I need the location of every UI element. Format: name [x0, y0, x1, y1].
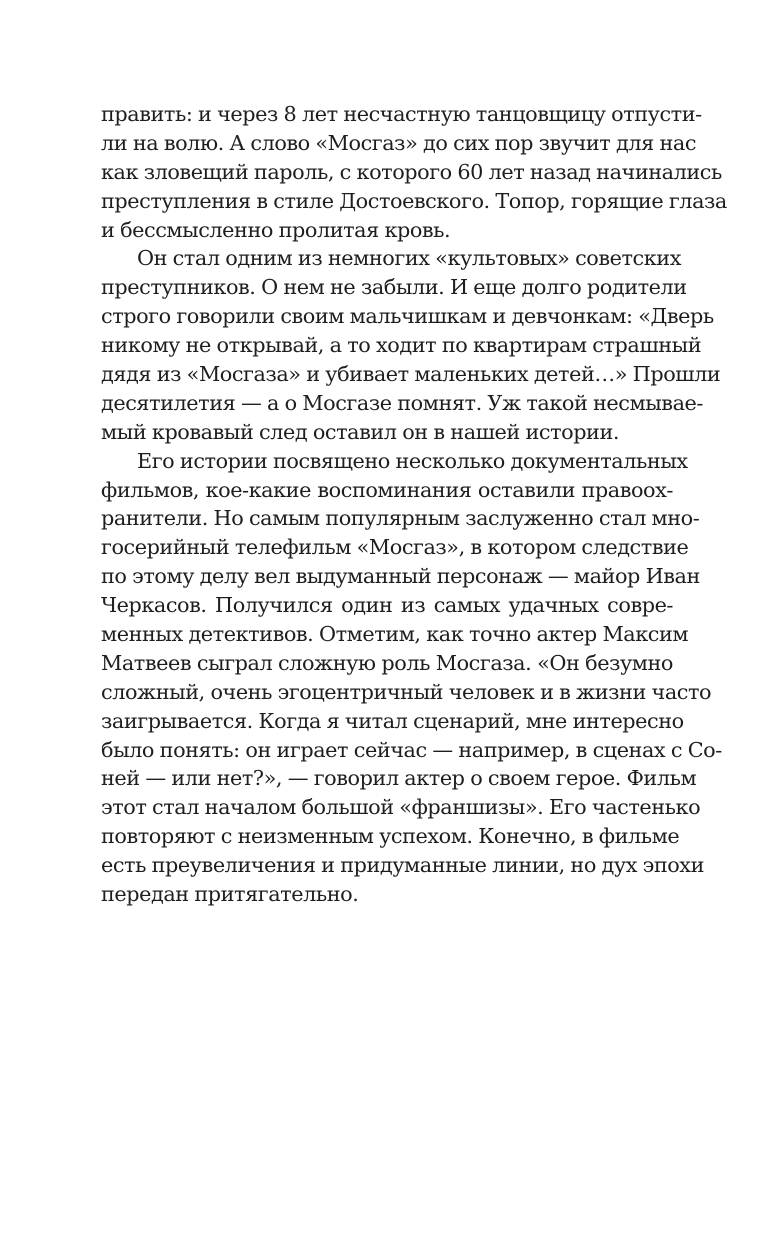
text-line: править: и через 8 лет несчастную танцовщицу отпусти- — [101, 102, 702, 126]
text-line: этот стал началом большой «франшизы». Его частенько — [101, 795, 701, 820]
text-line: ней — или нет?», — говорил актер о своем герое. Фильм — [101, 766, 697, 791]
text-line: мый кровавый след оставил он в нашей истории. — [101, 419, 620, 444]
text-line: строго говорили своим мальчишкам и девчонкам: «Дверь — [101, 304, 714, 329]
text-line: госерийный телефильм «Мосгаз», в котором следствие — [101, 535, 689, 560]
text-line: преступления в стиле Достоевского. Топор, горящие глаза — [101, 188, 727, 213]
text-line: сложный, очень эгоцентричный человек и в жизни часто — [101, 679, 712, 704]
text-line: передан притягательно. — [101, 882, 359, 907]
text-line: преступников. О нем не забыли. И еще долго родители — [101, 275, 687, 300]
text-line: фильмов, кое-какие воспоминания оставили правоох- — [101, 477, 673, 502]
text-line: Он стал одним из немногих «культовых» советских — [137, 246, 681, 271]
body-text — [101, 100, 727, 909]
text-line: по этому делу вел выдуманный персонаж — майор Иван — [101, 564, 700, 589]
text-line: повторяют с неизменным успехом. Конечно, в фильме — [101, 824, 680, 849]
text-line: дядя из «Мосгаза» и убивает маленьких детей…» Прошли — [101, 362, 721, 387]
text-line: заигрывается. Когда я читал сценарий, мне интересно — [101, 708, 684, 733]
text-line: как зловещий пароль, с которого 60 лет назад начинались — [101, 159, 722, 184]
text-line: ранители. Но самым популярным заслуженно стал мно- — [101, 506, 700, 531]
text-line: никому не открывай, а то ходит по квартирам страшный — [101, 333, 702, 358]
text-line: было понять: он играет сейчас — например, в сценах с Со- — [101, 737, 722, 762]
text-line: есть преувеличения и придуманные линии, но дух эпохи — [101, 853, 704, 878]
text-line: десятилетия — а о Мосгазе помнят. Уж такой несмывае- — [101, 390, 703, 415]
text-line: Матвеев сыграл сложную роль Мосгаза. «Он безумно — [101, 650, 673, 675]
text-line: Его истории посвящено несколько документальных — [137, 448, 688, 473]
text-line: Черкасов. Получился один из самых удачных совре- — [101, 593, 673, 618]
text-line: менных детективов. Отметим, как точно актер Максим — [101, 622, 689, 647]
text-line: ли на волю. А слово «Мосгаз» до сих пор звучит для нас — [101, 130, 697, 155]
text-line: и бессмысленно пролитая кровь. — [101, 217, 451, 242]
